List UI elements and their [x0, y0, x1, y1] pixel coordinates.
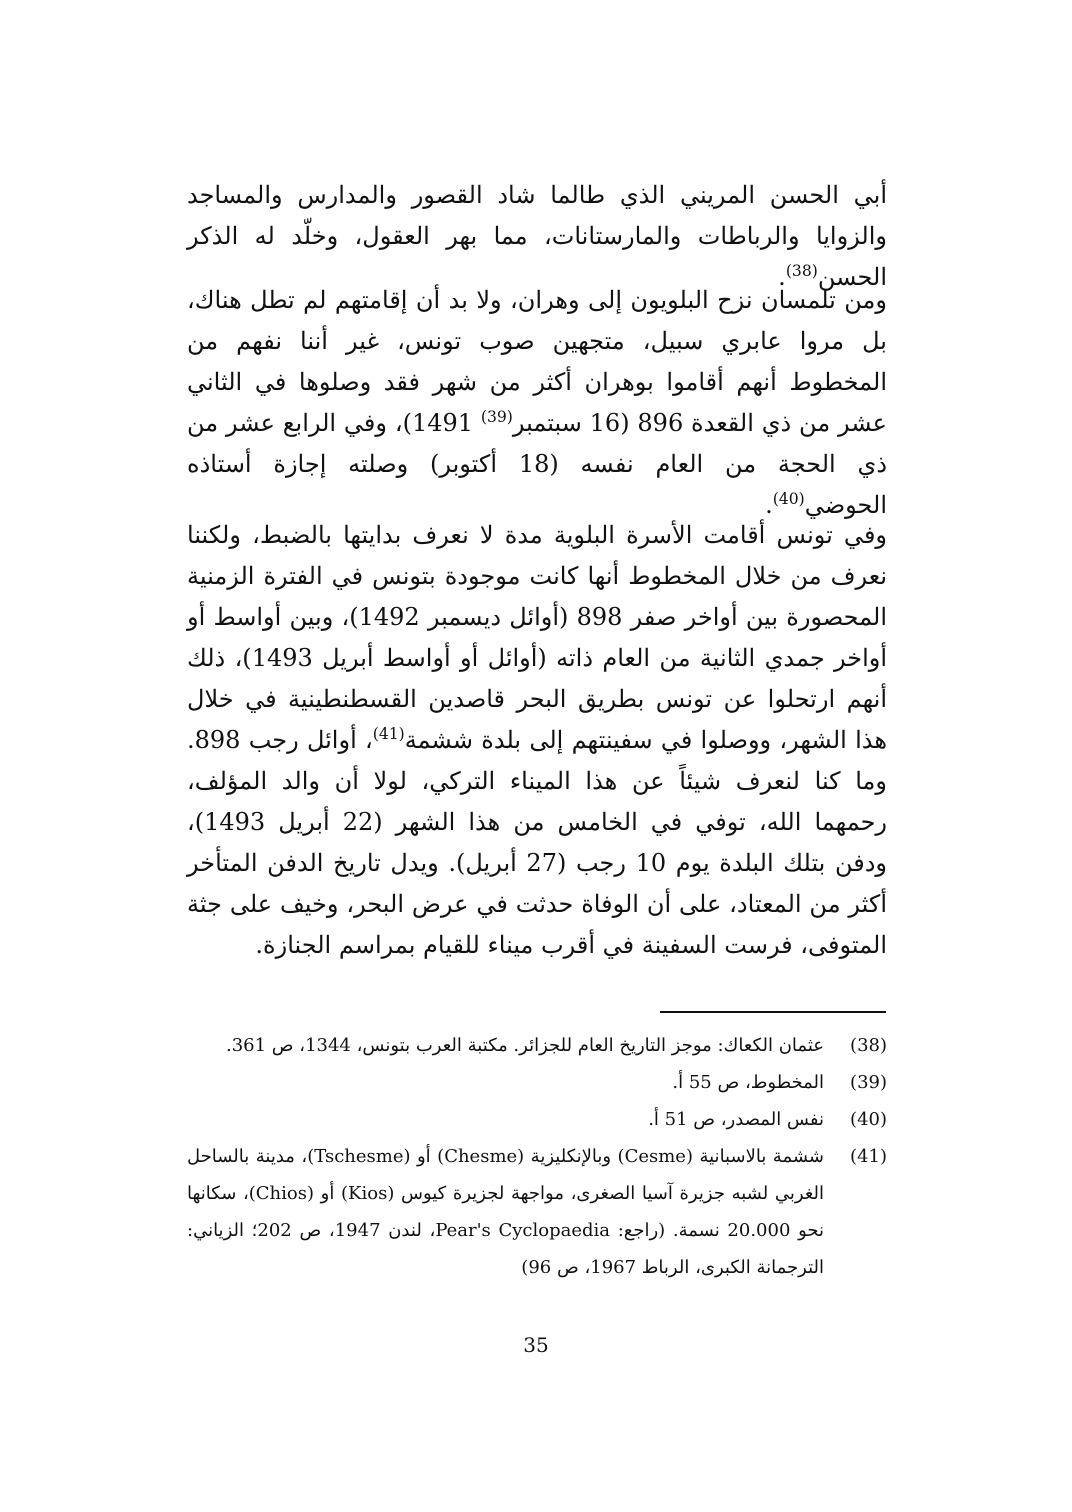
- footnote-ref-39: (39): [480, 408, 513, 426]
- paragraph-3: [187, 515, 887, 966]
- footnote-38: [187, 1027, 887, 1064]
- footnote-text: نفس المصدر، ص 51 أ.: [648, 1109, 824, 1130]
- footnote-number: (39): [850, 1072, 887, 1093]
- footnote-39: [187, 1064, 887, 1101]
- paragraph-2-text-a: ومن تلمسان نزح البلويون إلى وهران، ولا بد أن إقامتهم لم تطل هناك، بل مروا عابري سبيل، متجهين صوب تونس، غير أننا نفهم من المخطوط أنهم أقاموا بوهران أكثر من شهر فقد وصلوها في الثاني عشر من ذي القعدة 896 (16 سبتمبر: [187, 286, 887, 437]
- footnote-40: [187, 1101, 887, 1138]
- footnotes: [187, 1027, 887, 1286]
- footnote-number: (41): [850, 1146, 887, 1167]
- page-number: 35: [523, 1333, 549, 1357]
- footnote-41: [187, 1138, 887, 1286]
- footnote-text: المخطوط، ص 55 أ.: [672, 1072, 824, 1093]
- paragraph-1-end: .: [778, 263, 786, 291]
- paragraph-2-text-b: 1491)، وفي الرابع عشر من ذي الحجة من العام نفسه (18 أكتوبر) وصلته إجازة أستاذه الحوضي: [187, 409, 887, 519]
- paragraph-2: [187, 280, 887, 526]
- footnote-text: ششمة بالاسبانية (Cesme) وبالإنكليزية (Chesme) أو (Tschesme)، مدينة بالساحل الغربي لشبه جزيرة آسيا الصغرى، مواجهة لجزيرة كيوس (Kios) أو (Chios)، سكانها نحو 20.000 نسمة. (راجع: Pear's Cyclopaedia، لندن 1947، ص 202؛ الزياني: الترجمانة الكبرى، الرباط 1967، ص 96): [187, 1146, 825, 1278]
- paragraph-2-end: .: [765, 491, 773, 519]
- footnote-divider: [660, 1011, 886, 1013]
- footnote-ref-38: (38): [785, 262, 818, 280]
- footnote-number: (40): [850, 1109, 887, 1130]
- paragraph-3-text-b: ، أوائل رجب 898. وما كنا لنعرف شيئاً عن هذا الميناء التركي، لولا أن والد المؤلف، رحمهما الله، توفي في الخامس من هذا الشهر (22 أبريل 1493)، ودفن بتلك البلدة يوم 10 رجب (27 أبريل). ويدل تاريخ الدفن المتأخر أكثر من المعتاد، على أن الوفاة حدثت في عرض البحر، وخيف على جثة المتوفى، فرست السفينة في أقرب ميناء للقيام بمراسم الجنازة.: [187, 726, 888, 959]
- footnote-number: (38): [850, 1035, 887, 1056]
- paragraph-3-text-a: وفي تونس أقامت الأسرة البلوية مدة لا نعرف بدايتها بالضبط، ولكننا نعرف من خلال المخطوط أنها كانت موجودة بتونس في الفترة الزمنية المحصورة بين أواخر صفر 898 (أوائل ديسمبر 1492)، وبين أواسط أو أواخر جمدي الثانية من العام ذاته (أوائل أو أواسط أبريل 1493)، ذلك أنهم ارتحلوا عن تونس بطريق البحر قاصدين القسطنطينية في خلال هذا الشهر، ووصلوا في سفينتهم إلى بلدة ششمة: [187, 521, 888, 754]
- footnote-text: عثمان الكعاك: موجز التاريخ العام للجزائر. مكتبة العرب بتونس، 1344، ص 361.: [225, 1035, 824, 1056]
- footnote-ref-41: (41): [372, 725, 405, 743]
- paragraph-1-text: أبي الحسن المريني الذي طالما شاد القصور والمدارس والمساجد والزوايا والرباطات والمارستانات، مما بهر العقول، وخلّد له الذكر الحسن: [187, 181, 887, 291]
- footnote-ref-40: (40): [772, 490, 805, 508]
